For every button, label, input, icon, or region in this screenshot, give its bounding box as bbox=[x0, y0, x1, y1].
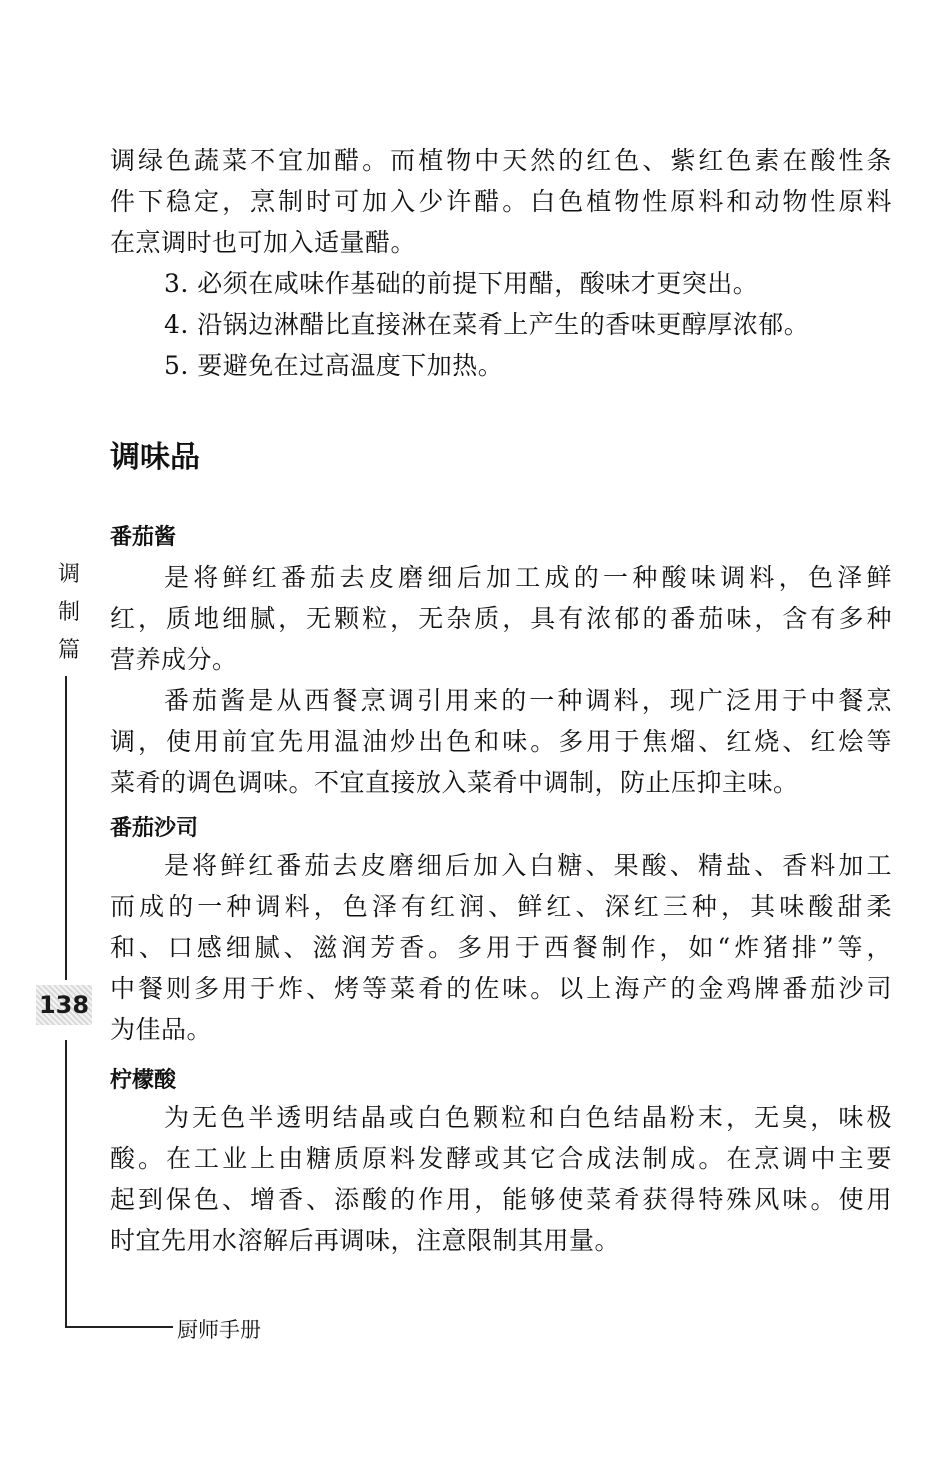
citric-acid-text-block bbox=[110, 1097, 892, 1261]
tomato-sauce-title: 番茄沙司 bbox=[110, 816, 199, 841]
paragraph-line: 番茄酱是从西餐烹调引用来的一种调料，现广泛用于中餐烹 bbox=[164, 686, 892, 715]
paragraph-line: 时宜先用水溶解后再调味，注意限制其用量。 bbox=[110, 1226, 621, 1255]
footer-rule bbox=[65, 1326, 173, 1328]
paragraph-line: 调，使用前宜先用温油炒出色和味。多用于焦熘、红烧、红烩等 bbox=[110, 727, 892, 756]
ketchup-title: 番茄酱 bbox=[110, 525, 177, 550]
footer-book-title: 厨师手册 bbox=[177, 1318, 261, 1342]
paragraph-line: 起到保色、增香、添酸的作用，能够使菜肴获得特殊风味。使用 bbox=[110, 1185, 892, 1214]
margin-rule-lower bbox=[65, 1040, 67, 1327]
side-label-char: 篇 bbox=[57, 638, 80, 663]
paragraph-line: 调绿色蔬菜不宜加醋。而植物中天然的红色、紫红色素在酸性条 bbox=[110, 146, 892, 175]
margin-rule-upper bbox=[65, 676, 67, 980]
paragraph-line: 为佳品。 bbox=[110, 1015, 213, 1044]
list-item-5: 5. 要避免在过高温度下加热。 bbox=[164, 351, 504, 380]
paragraph-line: 和、口感细腻、滋润芳香。多用于西餐制作，如“炸猪排”等， bbox=[110, 933, 892, 962]
side-chapter-label bbox=[56, 556, 82, 670]
paragraph-line: 件下稳定，烹制时可加入少许醋。白色植物性原料和动物性原料 bbox=[110, 187, 892, 216]
page-number: 138 bbox=[36, 985, 92, 1025]
paragraph-line: 酸。在工业上由糖质原料发酵或其它合成法制成。在烹调中主要 bbox=[110, 1144, 892, 1173]
paragraph-line: 而成的一种调料，色泽有红润、鲜红、深红三种，其味酸甜柔 bbox=[110, 892, 892, 921]
ketchup-text-block bbox=[110, 557, 892, 803]
citric-acid-title: 柠檬酸 bbox=[110, 1068, 177, 1093]
list-item-3: 3. 必须在咸味作基础的前提下用醋，酸味才更突出。 bbox=[164, 269, 759, 298]
paragraph-line: 在烹调时也可加入适量醋。 bbox=[110, 228, 417, 257]
paragraph-line: 红，质地细腻，无颗粒，无杂质，具有浓郁的番茄味，含有多种 bbox=[110, 604, 892, 633]
top-text-block bbox=[110, 140, 892, 386]
paragraph-line: 菜肴的调色调味。不宜直接放入菜肴中调制，防止压抑主味。 bbox=[110, 768, 799, 797]
section-title: 调味品 bbox=[110, 440, 200, 475]
paragraph-line: 是将鲜红番茄去皮磨细后加工成的一种酸味调料，色泽鲜 bbox=[164, 563, 892, 592]
side-label-char: 调 bbox=[57, 562, 80, 587]
paragraph-line: 中餐则多用于炸、烤等菜肴的佐味。以上海产的金鸡牌番茄沙司 bbox=[110, 974, 892, 1003]
tomato-sauce-text-block bbox=[110, 845, 892, 1050]
paragraph-line: 是将鲜红番茄去皮磨细后加入白糖、果酸、精盐、香料加工 bbox=[164, 851, 892, 880]
paragraph-line: 营养成分。 bbox=[110, 645, 238, 674]
side-label-char: 制 bbox=[57, 600, 80, 625]
paragraph-line: 为无色半透明结晶或白色颗粒和白色结晶粉末，无臭，味极 bbox=[164, 1103, 892, 1132]
list-item-4: 4. 沿锅边淋醋比直接淋在菜肴上产生的香味更醇厚浓郁。 bbox=[164, 310, 810, 339]
